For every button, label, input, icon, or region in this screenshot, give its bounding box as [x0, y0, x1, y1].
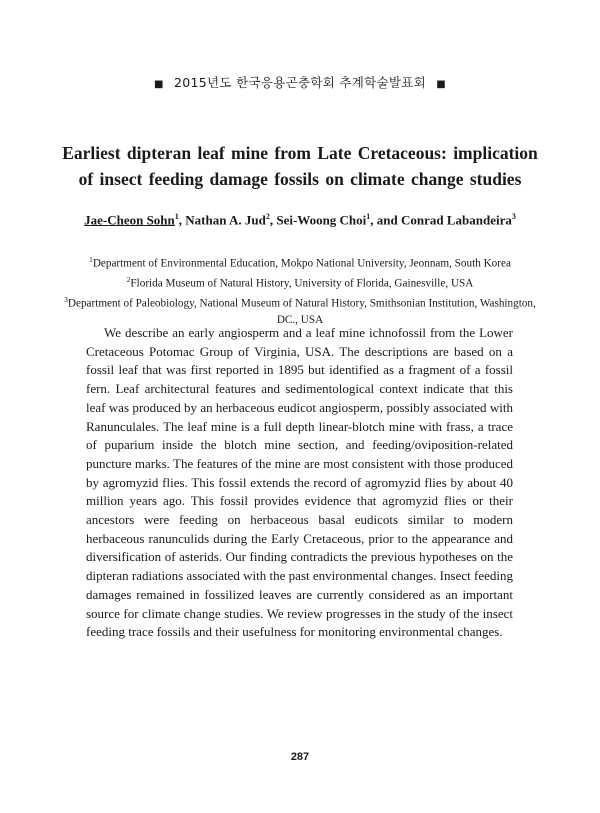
- author-name: Sei-Woong Choi: [276, 212, 367, 228]
- author-separator: ,: [269, 212, 277, 228]
- author-affil-mark: 3: [511, 212, 516, 221]
- affiliation-number: 2: [126, 275, 131, 285]
- author-separator: , and: [370, 212, 401, 228]
- header-marker-right: ■: [436, 79, 446, 90]
- title-line-2: of insect feeding damage fossils on climate change studies: [78, 169, 522, 189]
- author-name: Conrad Labandeira: [401, 212, 512, 228]
- author-separator: ,: [178, 212, 186, 228]
- header-text: 2015년도 한국응용곤충학회 추계학술발표회: [174, 75, 426, 90]
- affiliation-item: [60, 252, 540, 272]
- author-affil-mark: 1: [174, 212, 179, 221]
- running-header: [0, 73, 600, 91]
- affiliation-text: Florida Museum of Natural History, University of Florida, Gainesville, USA: [130, 277, 474, 290]
- affiliation-item: [60, 272, 540, 292]
- page-number: 287: [290, 751, 310, 763]
- affiliation-text: Department of Environmental Education, Mokpo National University, Jeonnam, South Korea: [92, 257, 511, 270]
- affiliation-list: [60, 252, 540, 328]
- affiliation-item: [60, 292, 540, 328]
- author-name: Jae-Cheon Sohn: [84, 212, 175, 228]
- title-line-1: Earliest dipteran leaf mine from Late Cretaceous: implication: [62, 143, 538, 163]
- author-name: Nathan A. Jud: [185, 212, 266, 228]
- affiliation-number: 3: [64, 295, 68, 305]
- author-affil-mark: 1: [366, 212, 371, 221]
- header-marker-left: ■: [154, 79, 164, 90]
- paper-title: [40, 140, 560, 192]
- abstract-body: We describe an early angiosperm and a leaf mine ichnofossil from the Lower Cretaceous Potomac Group of Virginia, USA. The descriptions are based on a fossil leaf that was first reported in 1895 but identified as a fragment of a fossil fern. Leaf architectural features and sedimentological context indicate that this leaf was produced by an herbaceous eudicot angiosperm, possibly associated with Ranunculales. The leaf mine is a full depth linear-blotch mine with frass, a trace of puparium inside the blotch mine section, and feeding/oviposition-related puncture marks. The features of the mine are most consistent with those produced by agromyzid flies. This fossil extends the record of agromyzid flies by about 40 million years ago. This fossil provides evidence that agromyzid flies or their ancestors were feeding on herbaceous basal eudicots similar to modern herbaceous ranunculids during the Early Cretaceous, prior to the appearance and diversification of asterids. Our finding contradicts the previous hypotheses on the dipteran radiations associated with the past environmental changes. Insect feeding damages remained in fossilized leaves are currently considered as an important source for climate change studies. We review progresses in the study of the insect feeding trace fossils and their usefulness for monitoring environmental changes.: [86, 325, 513, 640]
- affiliation-text: Department of Paleobiology, National Museum of Natural History, Smithsonian Institution, Washington, DC., USA: [67, 298, 536, 326]
- affiliation-number: 1: [89, 255, 93, 264]
- author-list: [40, 212, 560, 228]
- author-affil-mark: 2: [265, 212, 270, 221]
